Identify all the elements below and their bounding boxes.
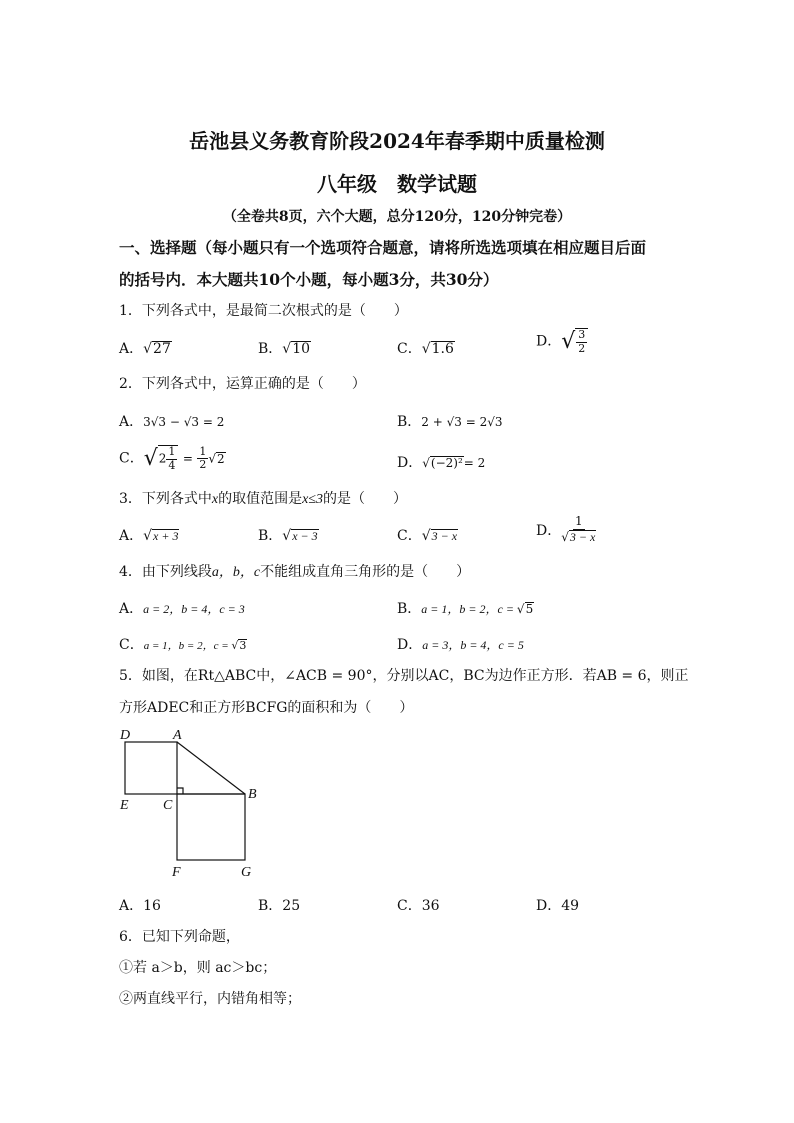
q3-option-c[interactable]: C．√3 − x xyxy=(397,528,458,544)
q6-proposition-2: ②两直线平行，内错角相等； xyxy=(119,991,301,1007)
q1-option-c[interactable]: C．√1.6 xyxy=(397,341,454,357)
q4-option-c-expr: a = 1，b = 2，c = xyxy=(143,640,232,652)
label-f: F xyxy=(172,865,181,880)
q2-option-c-whole: 2 xyxy=(158,451,167,466)
q2-option-c[interactable]: C．√2 $\frac{1}{4}$ = $\frac{1}{2}$ √2 xyxy=(119,444,225,472)
q5-figure xyxy=(110,722,270,882)
q3-stem-part3: 的是（ ） xyxy=(323,491,408,507)
page-subtitle: 八年级 数学试题 xyxy=(317,172,477,196)
label-b: B xyxy=(248,787,257,802)
q5-option-b[interactable]: B．25 xyxy=(258,898,301,914)
q2-option-c-right-numerator: 1 xyxy=(199,444,207,458)
q1-option-c-label: C． xyxy=(397,341,422,357)
q3-option-a-radicand: x + 3 xyxy=(153,529,179,543)
q4-stem-part2: 不能组成直角三角形的是（ ） xyxy=(260,564,471,580)
q2-option-c-label: C． xyxy=(119,450,144,467)
q4-option-d-label: D． xyxy=(397,637,423,653)
q1-option-b-label: B． xyxy=(258,341,283,357)
q2-option-a[interactable] xyxy=(119,411,224,431)
q2-option-d-label: D． xyxy=(397,455,423,471)
q3-option-c-label: C． xyxy=(397,528,422,544)
question-2-stem: 2．下列各式中，运算正确的是（ ） xyxy=(119,376,366,392)
q4-option-a-label: A． xyxy=(119,601,144,617)
q4-stem-variables: a，b，c xyxy=(211,565,261,580)
q2-option-d-radicand: (−2)² xyxy=(430,456,463,470)
q3-option-b-label: B． xyxy=(258,528,283,544)
q1-option-b[interactable]: B．√10 xyxy=(258,341,311,357)
q3-option-b-radicand: x − 3 xyxy=(292,529,318,543)
q2-option-c-equals: = xyxy=(182,451,193,466)
q6-proposition-1: ①若 a＞b，则 ac＞bc； xyxy=(119,960,277,976)
question-1-stem: 1．下列各式中，是最简二次根式的是（ ） xyxy=(119,303,408,319)
q3-stem-condition: x≤3 xyxy=(302,492,324,507)
q2-option-c-numerator: 1 xyxy=(168,445,176,458)
q1-option-a-radicand: 27 xyxy=(153,341,171,357)
question-4-stem xyxy=(119,561,470,581)
q5-option-d[interactable]: D．49 xyxy=(536,898,580,914)
q4-option-a[interactable] xyxy=(119,598,245,618)
q3-option-c-radicand: 3 − x xyxy=(431,529,458,543)
label-c: C xyxy=(163,798,173,813)
q2-option-b-expr: 2 + √3 = 2√3 xyxy=(421,415,503,429)
q1-option-a-label: A． xyxy=(119,341,144,357)
q4-option-c-label: C． xyxy=(119,637,144,653)
q4-option-c[interactable]: C．a = 1，b = 2，c = √3 xyxy=(119,637,247,653)
q1-option-a[interactable]: A．√27 xyxy=(119,341,171,357)
q4-option-b-radicand: 5 xyxy=(525,602,534,616)
exam-note: （全卷共8页，六个大题，总分120分，120分钟完卷） xyxy=(222,209,572,225)
q3-option-d-numerator: 1 xyxy=(574,514,583,528)
q2-option-c-right-denominator: 2 xyxy=(199,458,207,472)
question-5-stem-line1: 5．如图，在Rt△ABC中，∠ACB = 90°，分别以AC，BC为边作正方形．若AB = 6，则正 xyxy=(119,668,689,684)
label-g: G xyxy=(241,865,252,880)
q4-stem-part1: 4．由下列线段 xyxy=(119,564,212,580)
square-bcfg xyxy=(177,794,245,860)
q3-option-a[interactable]: A．√x + 3 xyxy=(119,528,179,544)
q2-option-a-expr: 3√3 − √3 = 2 xyxy=(143,415,225,429)
q3-option-d-radicand: 3 − x xyxy=(569,529,596,544)
page-title: 岳池县义务教育阶段2024年春季期中质量检测 xyxy=(189,129,605,153)
q2-option-c-radicand: 2 xyxy=(217,451,225,466)
q2-option-a-label: A． xyxy=(119,414,144,430)
label-a: A xyxy=(173,728,182,743)
question-6-stem: 6．已知下列命题， xyxy=(119,929,240,945)
q3-option-d[interactable]: D． $\frac{1}{√3 - x}$ xyxy=(536,514,596,544)
q4-option-b[interactable]: B．a = 1，b = 2，c = √5 xyxy=(397,601,534,617)
label-e: E xyxy=(120,798,129,813)
label-d: D xyxy=(120,728,131,743)
q3-stem-part1: 3．下列各式中 xyxy=(119,491,212,507)
q5-option-a[interactable]: A．16 xyxy=(119,898,161,914)
q4-option-c-radicand: 3 xyxy=(239,639,247,652)
q1-option-d-label: D． xyxy=(536,333,562,350)
segment-ab xyxy=(177,742,245,794)
q4-option-a-expr: a = 2，b = 4，c = 3 xyxy=(143,602,245,616)
square-adec xyxy=(125,742,177,794)
q1-option-d-denominator: 2 xyxy=(578,341,586,355)
q1-option-c-radicand: 1.6 xyxy=(431,341,454,357)
q4-option-d[interactable] xyxy=(397,634,524,654)
q3-stem-part2: 的取值范围是 xyxy=(218,491,303,507)
q1-option-d-numerator: 3 xyxy=(578,328,586,341)
q3-stem-variable: x xyxy=(211,492,219,507)
q2-option-d-equals: = 2 xyxy=(463,456,486,470)
right-angle-mark xyxy=(177,788,183,794)
q4-option-d-expr: a = 3，b = 4，c = 5 xyxy=(422,638,524,652)
section-heading-line2: 的括号内．本大题共10个小题，每小题3分，共30分） xyxy=(119,270,499,289)
q4-option-b-expr: a = 1，b = 2，c = xyxy=(421,602,517,616)
q2-option-c-denominator: 4 xyxy=(168,458,176,472)
question-5-stem-line2: 方形ADEC和正方形BCFG的面积和为（ ） xyxy=(119,700,414,716)
q3-option-d-label: D． xyxy=(536,522,562,539)
q2-option-b[interactable] xyxy=(397,411,503,431)
q1-option-d[interactable]: D．√ $\frac{3}{2}$ xyxy=(536,328,588,355)
q4-option-b-label: B． xyxy=(397,601,422,617)
q2-option-d[interactable]: D．√(−2)²= 2 xyxy=(397,455,486,471)
section-heading-line1: 一、选择题（每小题只有一个选项符合题意，请将所选选项填在相应题目后面 xyxy=(119,238,647,257)
q5-option-c[interactable]: C．36 xyxy=(397,898,440,914)
q2-option-b-label: B． xyxy=(397,414,422,430)
q1-option-b-radicand: 10 xyxy=(292,341,311,357)
q3-option-a-label: A． xyxy=(119,528,144,544)
q3-option-b[interactable]: B．√x − 3 xyxy=(258,528,318,544)
question-3-stem xyxy=(119,488,407,508)
